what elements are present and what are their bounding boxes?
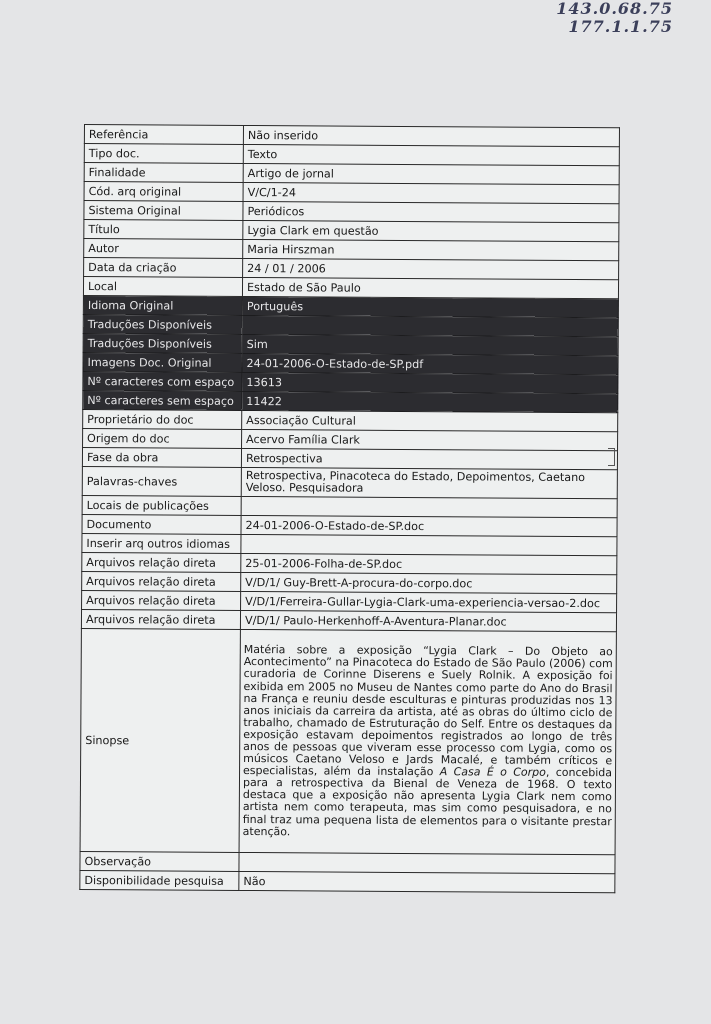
sinopse-part: Matéria sobre a exposição “Lygia Clark – Do Objeto ao Acontecimento” na Pinacoteca do Estado de São Paulo (2006) com curadoria de Corinne Diserens e Suely Rolnik. A exposição foi exibida em 2005 no Museu de Nantes como parte do Ano do Brasil na França e reuniu desde esculturas e pinturas produzidas nos 13 anos iniciais da carreira da artista, até as obras do último ciclo de trabalho, chamado de Estruturação do Self. Entre os destaques da exposição estavam depoimentos registrados ao longo de três anos de pessoas que viveram esse processo com Lygia, como os músicos Caetano Veloso e Jards Macalé, e também críticos e especialistas, além da instalação <box>243 643 613 779</box>
field-value <box>241 496 617 517</box>
field-value: V/D/1/ Guy-Brett-A-procura-do-corpo.doc <box>241 572 617 593</box>
table-row-sinopse <box>80 628 616 854</box>
field-label: Idioma Original <box>83 295 242 315</box>
field-value: Sim <box>242 334 618 355</box>
sinopse-part: , concebida para a retrospectiva da Bienal de Veneza de 1968. O texto destaca que a exposição não apresenta Lygia Clark nem como artista nem como terapeuta, mas sim como pesquisadora, e no final traz uma pequena lista de elementos para o visitante prestar atenção. <box>242 766 613 838</box>
field-label: Inserir arq outros idiomas <box>82 533 241 553</box>
field-label: Finalidade <box>84 163 243 183</box>
field-label: Sistema Original <box>84 201 243 221</box>
field-value: Periódicos <box>243 201 619 222</box>
field-value <box>241 534 617 555</box>
field-value: 11422 <box>242 391 618 412</box>
field-value: 13613 <box>242 372 618 393</box>
field-label: Arquivos relação direta <box>82 571 241 591</box>
field-value: Português <box>242 296 618 317</box>
field-label: Autor <box>84 239 243 259</box>
field-value: 24-01-2006-O-Estado-de-SP.doc <box>241 515 617 536</box>
field-value: V/D/1/ Paulo-Herkenhoff-A-Aventura-Planar.doc <box>240 610 616 631</box>
field-label: Traduções Disponíveis <box>83 314 242 334</box>
field-label: Data da criação <box>84 258 243 278</box>
field-value: Lygia Clark em questão <box>243 220 619 241</box>
field-value: Retrospectiva <box>241 448 617 469</box>
field-label: Local <box>83 277 242 297</box>
field-label: Nº caracteres com espaço <box>83 371 242 391</box>
field-label: Tipo doc. <box>84 144 243 164</box>
field-label: Documento <box>82 514 241 534</box>
field-label: Traduções Disponíveis <box>83 333 242 353</box>
field-value: Associação Cultural <box>242 410 618 431</box>
field-value <box>239 852 615 873</box>
field-label: Título <box>84 220 243 240</box>
table-edge-mark <box>608 448 615 466</box>
field-value: Retrospectiva, Pinacoteca do Estado, Depoimentos, Caetano Veloso. Pesquisadora <box>241 467 617 498</box>
field-label: Arquivos relação direta <box>81 609 240 629</box>
sinopse-text <box>239 629 616 854</box>
field-label: Disponibilidade pesquisa <box>80 870 239 890</box>
field-label: Fase da obra <box>82 447 241 467</box>
field-label: Observação <box>80 851 239 871</box>
handwritten-note-2: 177.1.1.75 <box>568 17 673 36</box>
field-label: Proprietário do doc <box>83 409 242 429</box>
field-label: Origem do doc <box>83 428 242 448</box>
field-label: Imagens Doc. Original <box>83 352 242 372</box>
field-label: Cód. arq original <box>84 182 243 202</box>
field-value: Não <box>239 871 615 892</box>
field-value: Maria Hirszman <box>243 239 619 260</box>
field-value: V/C/1-24 <box>243 182 619 203</box>
field-value: 24-01-2006-O-Estado-de-SP.pdf <box>242 353 618 374</box>
field-label: Nº caracteres sem espaço <box>83 390 242 410</box>
table-row <box>80 870 615 892</box>
handwritten-note-1: 143.0.68.75 <box>556 0 673 18</box>
field-label: Sinopse <box>80 628 240 852</box>
field-label: Locais de publicações <box>82 495 241 515</box>
field-label: Arquivos relação direta <box>82 552 241 572</box>
field-value: V/D/1/Ferreira-Gullar-Lygia-Clark-uma-experiencia-versao-2.doc <box>241 591 617 612</box>
sinopse-italic-title: A Casa É o Corpo <box>439 765 546 780</box>
field-label: Referência <box>84 125 243 145</box>
field-value: 24 / 01 / 2006 <box>243 258 619 279</box>
field-value: Texto <box>243 144 619 165</box>
catalog-record-table <box>79 124 620 893</box>
field-value: Não inserido <box>243 125 619 146</box>
field-value <box>242 315 618 336</box>
field-label: Arquivos relação direta <box>82 590 241 610</box>
field-label: Palavras-chaves <box>82 466 241 496</box>
field-value: Artigo de jornal <box>243 163 619 184</box>
field-value: Estado de São Paulo <box>242 277 618 298</box>
field-value: Acervo Família Clark <box>242 429 618 450</box>
table-row <box>82 466 617 498</box>
field-value: 25-01-2006-Folha-de-SP.doc <box>241 553 617 574</box>
handwritten-notes <box>556 0 673 36</box>
